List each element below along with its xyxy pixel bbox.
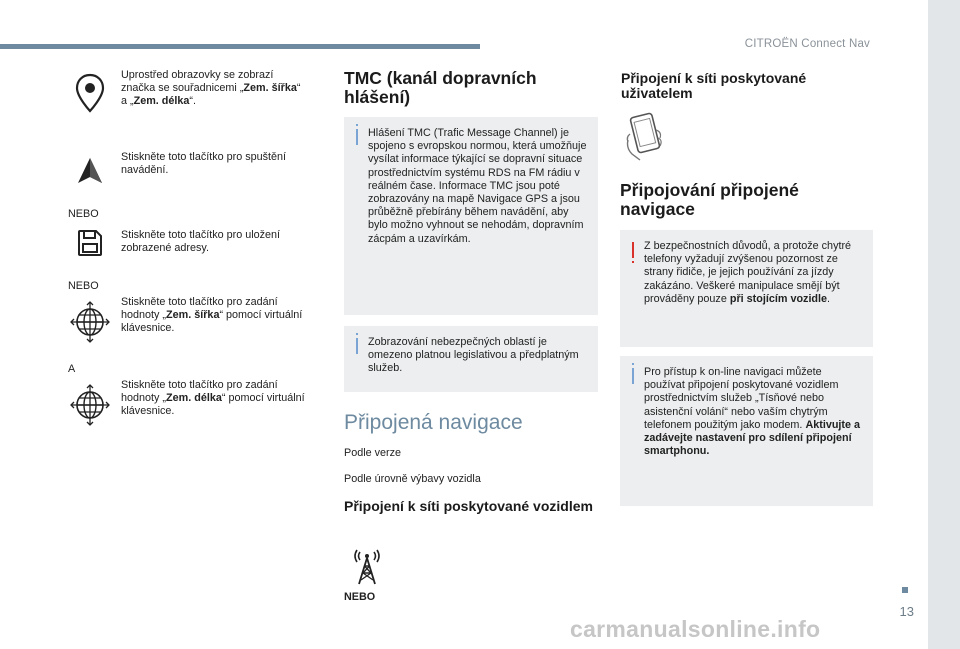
safety-warning-text: Z bezpečnostních důvodů, a protože chytré telefony vyžadují zvýšenou pozornost ze strany řidiče, je jejich používání za jízdy zakázáno. Veškeré manipulace smějí být prováděny pouze při stojícím vozidle. — [644, 240, 852, 305]
save-icon — [77, 229, 103, 257]
side-strip — [928, 0, 960, 649]
danger-zones-info-box — [344, 326, 598, 392]
save-address-text: Stiskněte toto tlačítko pro uložení zobrazené adresy. — [121, 229, 281, 254]
navigation-arrow-icon — [76, 156, 104, 186]
user-connection-heading: Připojení k síti poskytované uživatelem — [621, 70, 807, 101]
smartphone-hand-icon — [620, 112, 668, 162]
connected-nav-heading: Připojená navigace — [344, 411, 523, 434]
tmc-info-text: Hlášení TMC (Trafic Message Channel) je spojeno s evropskou normou, která umožňuje vysílat informace týkající se dopravní situace prostřednictvím systému RDS na FM rádiu v reálném čase. Informace TMC jsou poté zobrazovány na mapě Navigace GPS a jsou průběžně přebírány během navádění, aby bylo možno vyhnout se nehodám, dopravním zácpám a uzavírkám. — [368, 127, 587, 245]
separator-nebo-2: NEBO — [68, 280, 99, 292]
connecting-heading: Připojování připojené navigace — [620, 180, 799, 219]
longitude-entry-text: Stiskněte toto tlačítko pro zadání hodnoty „Zem. délka“ pomocí virtuální klávesnice. — [121, 379, 305, 417]
info-icon — [632, 368, 634, 384]
globe-longitude-icon — [70, 383, 110, 427]
latitude-entry-text: Stiskněte toto tlačítko pro zadání hodnoty „Zem. šířka“ pomocí virtuální klávesnice. — [121, 296, 303, 334]
start-guidance-text: Stiskněte toto tlačítko pro spuštění navádění. — [121, 151, 287, 176]
by-version-text: Podle verze — [344, 447, 402, 459]
warning-icon — [632, 242, 634, 258]
page-number: 13 — [899, 604, 914, 619]
danger-zones-text: Zobrazování nebezpečných oblastí je omezeno platnou legislativou a předplatným služeb. — [368, 336, 579, 375]
online-access-text: Pro přístup k on-line navigaci můžete používat připojení poskytované vozidlem prostřednictvím služeb „Tísňové nebo asistenční volání“ nebo vaším chytrým telefonem použitým jako modem. Aktivujte a zadávejte nastavení pro sdílení připojení smartphonu. — [644, 366, 861, 458]
safety-warning-box — [620, 230, 873, 347]
tmc-info-box — [344, 117, 598, 315]
by-equipment-text: Podle úrovně výbavy vozidla — [344, 473, 481, 485]
antenna-icon — [350, 546, 384, 586]
vehicle-connection-heading: Připojení k síti poskytované vozidlem — [344, 498, 593, 514]
location-pin-icon — [74, 73, 106, 113]
brand-header: CITROËN Connect Nav — [744, 38, 870, 50]
watermark: carmanualsonline.info — [570, 616, 821, 642]
globe-latitude-icon — [70, 300, 110, 344]
header-rule — [0, 44, 480, 49]
separator-nebo-3: NEBO — [344, 591, 376, 603]
info-icon — [356, 338, 358, 354]
separator-nebo: NEBO — [68, 208, 99, 220]
separator-a: A — [68, 363, 76, 375]
tmc-heading: TMC (kanál dopravních hlášení) — [344, 68, 537, 107]
info-icon — [356, 129, 358, 145]
pin-description: Uprostřed obrazovky se zobrazí značka se souřadnicemi „Zem. šířka“ a „Zem. délka“. — [121, 69, 301, 107]
online-access-info-box — [620, 356, 873, 506]
page-marker — [902, 587, 908, 593]
